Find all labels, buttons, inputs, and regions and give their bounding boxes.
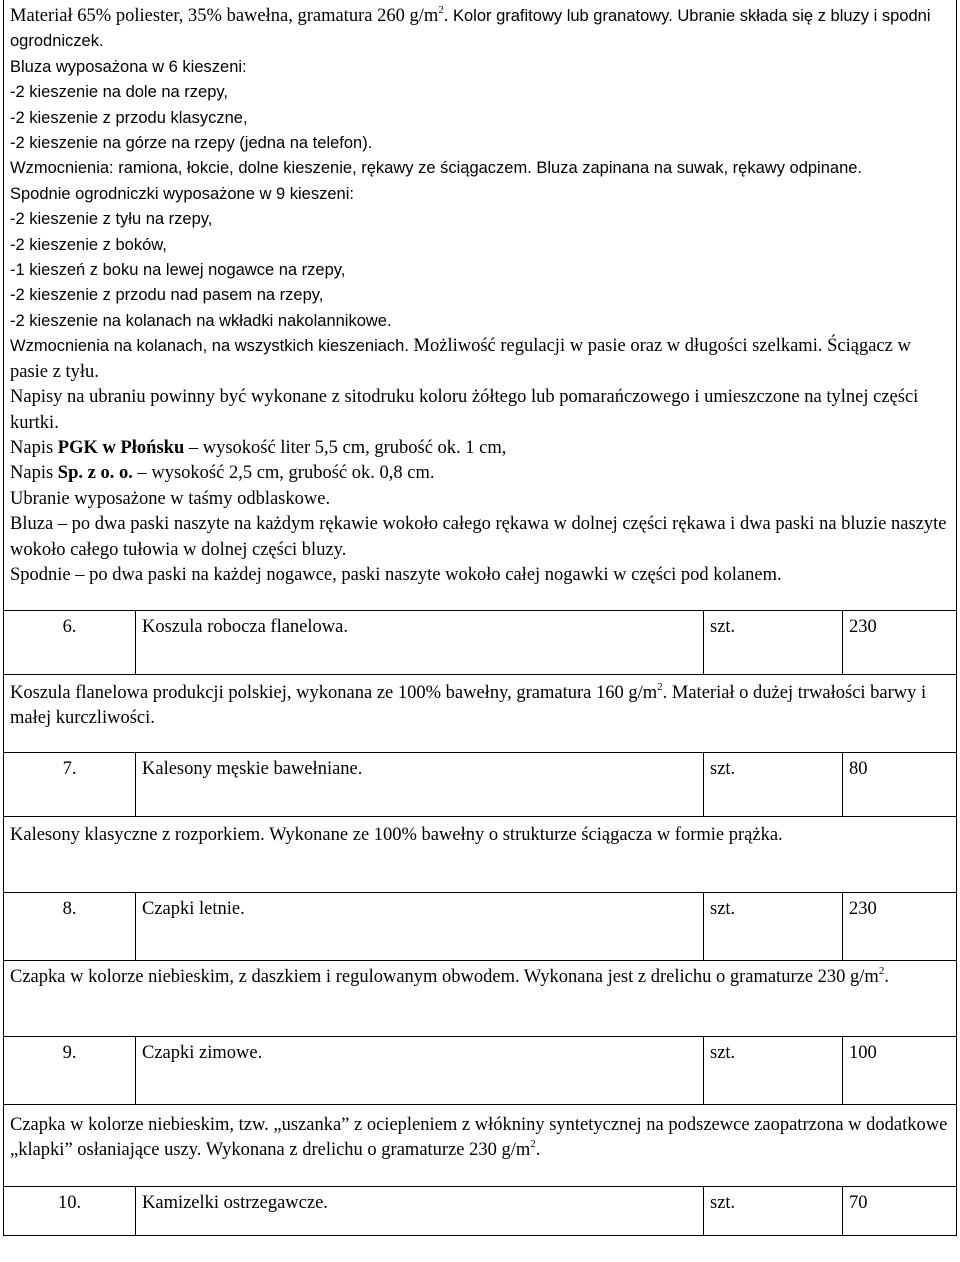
- unit-superscript: 2: [530, 1138, 536, 1151]
- unit-superscript: 2: [657, 680, 663, 693]
- item-name: Kamizelki ostrzegawcze.: [135, 1187, 703, 1236]
- item-unit: szt.: [703, 893, 842, 960]
- unit-superscript: 2: [878, 964, 885, 977]
- item-quantity: 230: [842, 893, 956, 960]
- table-row: [4, 752, 956, 816]
- item-quantity: 80: [842, 753, 956, 816]
- item-quantity: 100: [842, 1037, 956, 1104]
- table-row: [4, 892, 956, 960]
- item-description: [4, 816, 956, 892]
- item-name: Kalesony męskie bawełniane.: [135, 753, 703, 816]
- color-text: Kolor grafitowy lub granatowy. Ubranie składa się z bluzy i spodni ogrodniczek.: [10, 7, 931, 51]
- desc-line: [10, 334, 950, 385]
- item-quantity: 230: [842, 611, 956, 674]
- item-number: 9.: [62, 1043, 77, 1063]
- desc-line: -2 kieszenie na kolanach na wkładki nakolannikowe.: [10, 311, 392, 330]
- adjustment-text: Możliwość regulacji w pasie oraz w długości szelkami. Ściągacz w pasie z tyłu.: [10, 336, 911, 382]
- desc-text: .: [535, 1140, 541, 1161]
- specification-table: [3, 0, 957, 1236]
- desc-text: Kalesony klasyczne z rozporkiem. Wykonane ze 100% bawełny o strukturze ściągacza w formie prążka.: [10, 825, 783, 845]
- desc-line: [10, 823, 950, 848]
- desc-line: Ubranie wyposażone w taśmy odblaskowe.: [10, 488, 331, 509]
- item-name: Koszula robocza flanelowa.: [135, 611, 703, 674]
- desc-line: -2 kieszenie z boków,: [10, 235, 167, 254]
- desc-line: -2 kieszenie z przodu nad pasem na rzepy,: [10, 286, 324, 305]
- label-text-bold: Sp. z o. o.: [57, 463, 133, 484]
- label-prefix: Napis: [10, 437, 58, 458]
- desc-line: Bluza wyposażona w 6 kieszeni:: [10, 57, 247, 76]
- desc-line: -2 kieszenie na dole na rzepy,: [10, 83, 228, 102]
- item-unit: szt.: [703, 753, 842, 816]
- item-quantity: 70: [842, 1187, 956, 1236]
- item-number: 8.: [62, 899, 77, 919]
- desc-line: Napisy na ubraniu powinny być wykonane z sitodruku koloru żółtego lub pomarańczowego i umieszczone na tylnej części kurtki.: [10, 387, 919, 433]
- desc-line: [10, 461, 950, 486]
- desc-line: [10, 4, 950, 55]
- table-row: [4, 1036, 956, 1104]
- desc-text: Koszula flanelowa produkcji polskiej, wykonana ze 100% bawełny, gramatura 160 g/m: [10, 683, 658, 703]
- desc-line: -2 kieszenie z przodu klasyczne,: [10, 108, 248, 127]
- item-unit: szt.: [703, 1187, 842, 1236]
- desc-line: Wzmocnienia: ramiona, łokcie, dolne kieszenie, rękawy ze ściągaczem. Bluza zapinana na suwak, rękawy odpinane.: [10, 159, 863, 178]
- label-dimensions: – wysokość liter 5,5 cm, grubość ok. 1 cm,: [184, 437, 507, 458]
- desc-line: Spodnie – po dwa paski na każdej nogawce, paski naszyte wokoło całej nogawki w części pod kolanem.: [10, 564, 782, 585]
- item-number: 6.: [62, 617, 77, 637]
- label-prefix: Napis: [10, 463, 58, 484]
- desc-text: .: [884, 967, 889, 987]
- desc-line: Spodnie ogrodniczki wyposażone w 9 kieszeni:: [10, 184, 354, 203]
- item-number: 7.: [62, 759, 77, 779]
- item-unit: szt.: [703, 611, 842, 674]
- item-number: 10.: [57, 1193, 82, 1213]
- desc-text: Czapka w kolorze niebieskim, z daszkiem i regulowanym obwodem. Wykonana jest z drelichu o gramaturze 230 g/m: [10, 967, 879, 987]
- desc-text: Czapka w kolorze niebieskim, tzw. „uszanka” z ociepleniem z włókniny syntetycznej na podszewce zaopatrzona w dodatkowe „klapki” osłaniające uszy. Wykonana z drelichu o gramaturze 230 g/m: [10, 1115, 948, 1161]
- item-name: Czapki letnie.: [135, 893, 703, 960]
- punctuation: .: [443, 6, 453, 26]
- label-text-bold: PGK w Płońsku: [57, 437, 185, 458]
- table-row: [4, 1186, 956, 1236]
- item-description: [4, 674, 956, 752]
- item-name: Czapki zimowe.: [135, 1037, 703, 1104]
- desc-line: [10, 436, 950, 461]
- desc-line: -1 kieszeń z boku na lewej nogawce na rzepy,: [10, 261, 346, 280]
- material-text: Materiał 65% poliester, 35% bawełna, gramatura 260 g/m: [10, 6, 439, 26]
- desc-line: -2 kieszenie na górze na rzepy (jedna na telefon).: [10, 134, 373, 153]
- desc-line: Bluza – po dwa paski naszyte na każdym rękawie wokoło całego rękawa w dolnej części rękawa i dwa paski na bluzie naszyte wokoło całego tułowia w dolnej części bluzy.: [10, 514, 947, 560]
- desc-line: [10, 1113, 950, 1164]
- item-description: [4, 1104, 956, 1186]
- table-row: [4, 610, 956, 674]
- desc-text: . Materiał o dużej trwałości barwy i małej kurczliwości.: [10, 683, 927, 729]
- desc-line: [10, 965, 950, 990]
- label-dimensions: – wysokość 2,5 cm, grubość ok. 0,8 cm.: [132, 463, 435, 484]
- desc-line: -2 kieszenie z tyłu na rzepy,: [10, 210, 213, 229]
- item-unit: szt.: [703, 1037, 842, 1104]
- unit-superscript: 2: [438, 3, 444, 16]
- desc-line: [10, 681, 950, 732]
- item-description: [4, 960, 956, 1036]
- item-5-description: [4, 4, 956, 588]
- reinforcement-text: Wzmocnienia na kolanach, na wszystkich kieszeniach.: [10, 337, 414, 356]
